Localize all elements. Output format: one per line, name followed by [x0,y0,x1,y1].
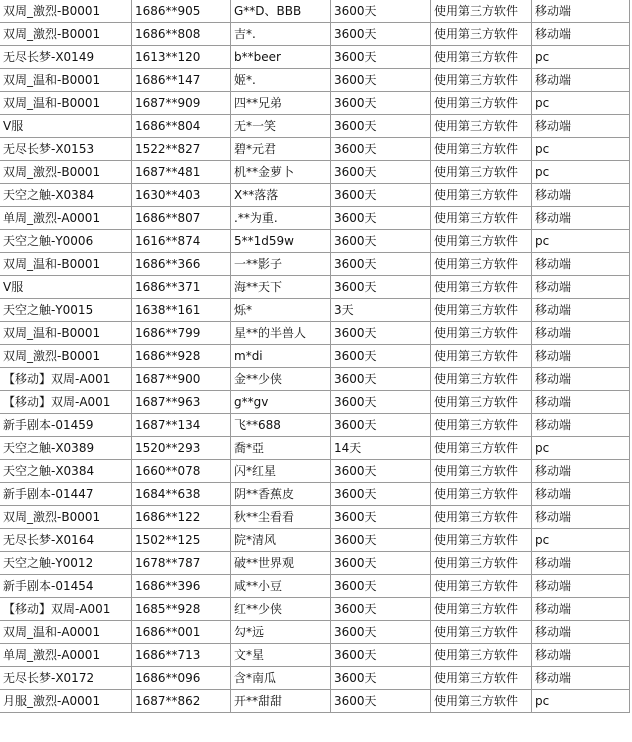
nickname-cell: 烁* [231,299,331,322]
ban-duration-cell: 3600天 [331,368,431,391]
server-cell: 天空之触-Y0012 [0,552,132,575]
ban-duration-cell: 3600天 [331,230,431,253]
ban-duration-cell: 3600天 [331,69,431,92]
server-cell: 双周_激烈-B0001 [0,506,132,529]
platform-cell: 移动端 [532,0,630,23]
table-row [0,299,630,322]
server-cell: 月服_激烈-A0001 [0,690,132,713]
server-cell: 双周_激烈-B0001 [0,23,132,46]
reason-cell: 使用第三方软件 [431,368,532,391]
platform-cell: 移动端 [532,276,630,299]
user-id-cell: 1686**807 [132,207,231,230]
reason-cell: 使用第三方软件 [431,552,532,575]
nickname-cell: 文*星 [231,644,331,667]
platform-cell: 移动端 [532,483,630,506]
nickname-cell: 秋**尘看看 [231,506,331,529]
reason-cell: 使用第三方软件 [431,391,532,414]
user-id-cell: 1686**804 [132,115,231,138]
platform-cell: 移动端 [532,598,630,621]
nickname-cell: b**beer [231,46,331,69]
platform-cell: 移动端 [532,368,630,391]
platform-cell: 移动端 [532,184,630,207]
user-id-cell: 1686**147 [132,69,231,92]
platform-cell: 移动端 [532,299,630,322]
server-cell: 新手剧本-01447 [0,483,132,506]
ban-duration-cell: 3600天 [331,598,431,621]
user-id-cell: 1686**122 [132,506,231,529]
table-row [0,621,630,644]
ban-duration-cell: 3600天 [331,184,431,207]
server-cell: 双周_温和-B0001 [0,92,132,115]
table-row [0,92,630,115]
reason-cell: 使用第三方软件 [431,230,532,253]
nickname-cell: 开**甜甜 [231,690,331,713]
table-row [0,575,630,598]
platform-cell: 移动端 [532,23,630,46]
server-cell: 无尽长梦-X0164 [0,529,132,552]
ban-duration-cell: 3600天 [331,667,431,690]
platform-cell: 移动端 [532,667,630,690]
nickname-cell: 吉*. [231,23,331,46]
platform-cell: 移动端 [532,391,630,414]
server-cell: 天空之触-X0384 [0,460,132,483]
reason-cell: 使用第三方软件 [431,529,532,552]
platform-cell: 移动端 [532,575,630,598]
platform-cell: pc [532,138,630,161]
user-id-cell: 1678**787 [132,552,231,575]
nickname-cell: 海**天下 [231,276,331,299]
nickname-cell: 星**的半兽人 [231,322,331,345]
server-cell: 双周_激烈-B0001 [0,345,132,368]
table-row [0,644,630,667]
user-id-cell: 1686**096 [132,667,231,690]
nickname-cell: G**D、BBB [231,0,331,23]
server-cell: 双周_激烈-B0001 [0,161,132,184]
nickname-cell: 飞**688 [231,414,331,437]
user-id-cell: 1686**905 [132,0,231,23]
user-id-cell: 1638**161 [132,299,231,322]
user-id-cell: 1687**909 [132,92,231,115]
ban-duration-cell: 3600天 [331,46,431,69]
table-row [0,414,630,437]
user-id-cell: 1616**874 [132,230,231,253]
server-cell: 双周_温和-B0001 [0,69,132,92]
server-cell: 双周_温和-B0001 [0,322,132,345]
nickname-cell: 阴**香蕉皮 [231,483,331,506]
platform-cell: pc [532,92,630,115]
server-cell: 【移动】双周-A001 [0,368,132,391]
reason-cell: 使用第三方软件 [431,322,532,345]
platform-cell: pc [532,161,630,184]
server-cell: 天空之触-Y0006 [0,230,132,253]
reason-cell: 使用第三方软件 [431,115,532,138]
ban-duration-cell: 3600天 [331,575,431,598]
ban-duration-cell: 3600天 [331,414,431,437]
user-id-cell: 1686**366 [132,253,231,276]
table-row [0,138,630,161]
table-row [0,437,630,460]
user-id-cell: 1613**120 [132,46,231,69]
ban-duration-cell: 14天 [331,437,431,460]
reason-cell: 使用第三方软件 [431,667,532,690]
server-cell: 新手剧本-01454 [0,575,132,598]
reason-cell: 使用第三方软件 [431,483,532,506]
ban-duration-cell: 3600天 [331,23,431,46]
table-row [0,23,630,46]
reason-cell: 使用第三方软件 [431,414,532,437]
table-row [0,345,630,368]
nickname-cell: .**为重. [231,207,331,230]
platform-cell: 移动端 [532,552,630,575]
nickname-cell: 含*南瓜 [231,667,331,690]
user-id-cell: 1502**125 [132,529,231,552]
nickname-cell: 破**世界观 [231,552,331,575]
ban-duration-cell: 3600天 [331,621,431,644]
ban-duration-cell: 3600天 [331,207,431,230]
server-cell: 天空之触-X0384 [0,184,132,207]
server-cell: 双周_激烈-B0001 [0,0,132,23]
platform-cell: 移动端 [532,345,630,368]
table-row [0,506,630,529]
table-row [0,184,630,207]
reason-cell: 使用第三方软件 [431,621,532,644]
user-id-cell: 1686**396 [132,575,231,598]
server-cell: 双周_温和-A0001 [0,621,132,644]
table-row [0,253,630,276]
ban-duration-cell: 3600天 [331,483,431,506]
nickname-cell: 5**1d59w [231,230,331,253]
user-id-cell: 1686**371 [132,276,231,299]
table-row [0,276,630,299]
reason-cell: 使用第三方软件 [431,690,532,713]
platform-cell: 移动端 [532,115,630,138]
server-cell: 单周_激烈-A0001 [0,644,132,667]
nickname-cell: 一**影子 [231,253,331,276]
user-id-cell: 1520**293 [132,437,231,460]
reason-cell: 使用第三方软件 [431,460,532,483]
ban-duration-cell: 3600天 [331,161,431,184]
reason-cell: 使用第三方软件 [431,184,532,207]
user-id-cell: 1687**900 [132,368,231,391]
ban-duration-cell: 3600天 [331,690,431,713]
user-id-cell: 1686**001 [132,621,231,644]
user-id-cell: 1685**928 [132,598,231,621]
nickname-cell: 咸**小豆 [231,575,331,598]
ban-duration-cell: 3600天 [331,253,431,276]
ban-duration-cell: 3600天 [331,391,431,414]
server-cell: V服 [0,115,132,138]
reason-cell: 使用第三方软件 [431,345,532,368]
user-id-cell: 1687**862 [132,690,231,713]
table-row [0,322,630,345]
table-row [0,69,630,92]
server-cell: 无尽长梦-X0149 [0,46,132,69]
table-row [0,161,630,184]
nickname-cell: 姬*. [231,69,331,92]
server-cell: 天空之触-Y0015 [0,299,132,322]
ban-duration-cell: 3600天 [331,345,431,368]
reason-cell: 使用第三方软件 [431,23,532,46]
table-row [0,598,630,621]
server-cell: 无尽长梦-X0172 [0,667,132,690]
user-id-cell: 1687**134 [132,414,231,437]
reason-cell: 使用第三方软件 [431,506,532,529]
user-id-cell: 1686**928 [132,345,231,368]
platform-cell: 移动端 [532,322,630,345]
reason-cell: 使用第三方软件 [431,299,532,322]
reason-cell: 使用第三方软件 [431,276,532,299]
user-id-cell: 1686**799 [132,322,231,345]
nickname-cell: 红**少侠 [231,598,331,621]
nickname-cell: 四**兄弟 [231,92,331,115]
reason-cell: 使用第三方软件 [431,92,532,115]
platform-cell: 移动端 [532,621,630,644]
table-row [0,0,630,23]
table-row [0,529,630,552]
ban-duration-cell: 3天 [331,299,431,322]
platform-cell: 移动端 [532,69,630,92]
ban-duration-cell: 3600天 [331,92,431,115]
table-row [0,483,630,506]
server-cell: 单周_激烈-A0001 [0,207,132,230]
reason-cell: 使用第三方软件 [431,598,532,621]
nickname-cell: 碧*元君 [231,138,331,161]
ban-duration-cell: 3600天 [331,115,431,138]
nickname-cell: 无*一笑 [231,115,331,138]
table-row [0,391,630,414]
server-cell: 【移动】双周-A001 [0,598,132,621]
nickname-cell: 金**少侠 [231,368,331,391]
table-row [0,667,630,690]
nickname-cell: 机**金萝卜 [231,161,331,184]
server-cell: V服 [0,276,132,299]
table-row [0,115,630,138]
platform-cell: pc [532,46,630,69]
server-cell: 双周_温和-B0001 [0,253,132,276]
table-row [0,552,630,575]
nickname-cell: 院*清风 [231,529,331,552]
user-id-cell: 1630**403 [132,184,231,207]
table-row [0,46,630,69]
platform-cell: pc [532,230,630,253]
user-id-cell: 1522**827 [132,138,231,161]
user-id-cell: 1684**638 [132,483,231,506]
nickname-cell: 勾*远 [231,621,331,644]
server-cell: 天空之触-X0389 [0,437,132,460]
nickname-cell: m*di [231,345,331,368]
ban-duration-cell: 3600天 [331,138,431,161]
platform-cell: pc [532,690,630,713]
user-id-cell: 1687**481 [132,161,231,184]
table-row [0,207,630,230]
platform-cell: pc [532,437,630,460]
user-id-cell: 1660**078 [132,460,231,483]
server-cell: 新手剧本-01459 [0,414,132,437]
server-cell: 无尽长梦-X0153 [0,138,132,161]
table-row [0,460,630,483]
reason-cell: 使用第三方软件 [431,437,532,460]
reason-cell: 使用第三方软件 [431,161,532,184]
nickname-cell: X**落落 [231,184,331,207]
ban-duration-cell: 3600天 [331,506,431,529]
platform-cell: pc [532,529,630,552]
nickname-cell: 喬*亞 [231,437,331,460]
platform-cell: 移动端 [532,253,630,276]
platform-cell: 移动端 [532,460,630,483]
reason-cell: 使用第三方软件 [431,253,532,276]
user-id-cell: 1687**963 [132,391,231,414]
reason-cell: 使用第三方软件 [431,69,532,92]
reason-cell: 使用第三方软件 [431,644,532,667]
reason-cell: 使用第三方软件 [431,138,532,161]
table-row [0,368,630,391]
ban-duration-cell: 3600天 [331,322,431,345]
platform-cell: 移动端 [532,644,630,667]
ban-duration-cell: 3600天 [331,460,431,483]
ban-duration-cell: 3600天 [331,552,431,575]
user-id-cell: 1686**713 [132,644,231,667]
platform-cell: 移动端 [532,414,630,437]
platform-cell: 移动端 [532,506,630,529]
nickname-cell: g**gv [231,391,331,414]
reason-cell: 使用第三方软件 [431,46,532,69]
nickname-cell: 闪*红星 [231,460,331,483]
server-cell: 【移动】双周-A001 [0,391,132,414]
ban-duration-cell: 3600天 [331,529,431,552]
table-row [0,230,630,253]
user-id-cell: 1686**808 [132,23,231,46]
reason-cell: 使用第三方软件 [431,207,532,230]
table-row [0,690,630,713]
ban-duration-cell: 3600天 [331,276,431,299]
ban-duration-cell: 3600天 [331,0,431,23]
reason-cell: 使用第三方软件 [431,0,532,23]
reason-cell: 使用第三方软件 [431,575,532,598]
ban-duration-cell: 3600天 [331,644,431,667]
platform-cell: 移动端 [532,207,630,230]
